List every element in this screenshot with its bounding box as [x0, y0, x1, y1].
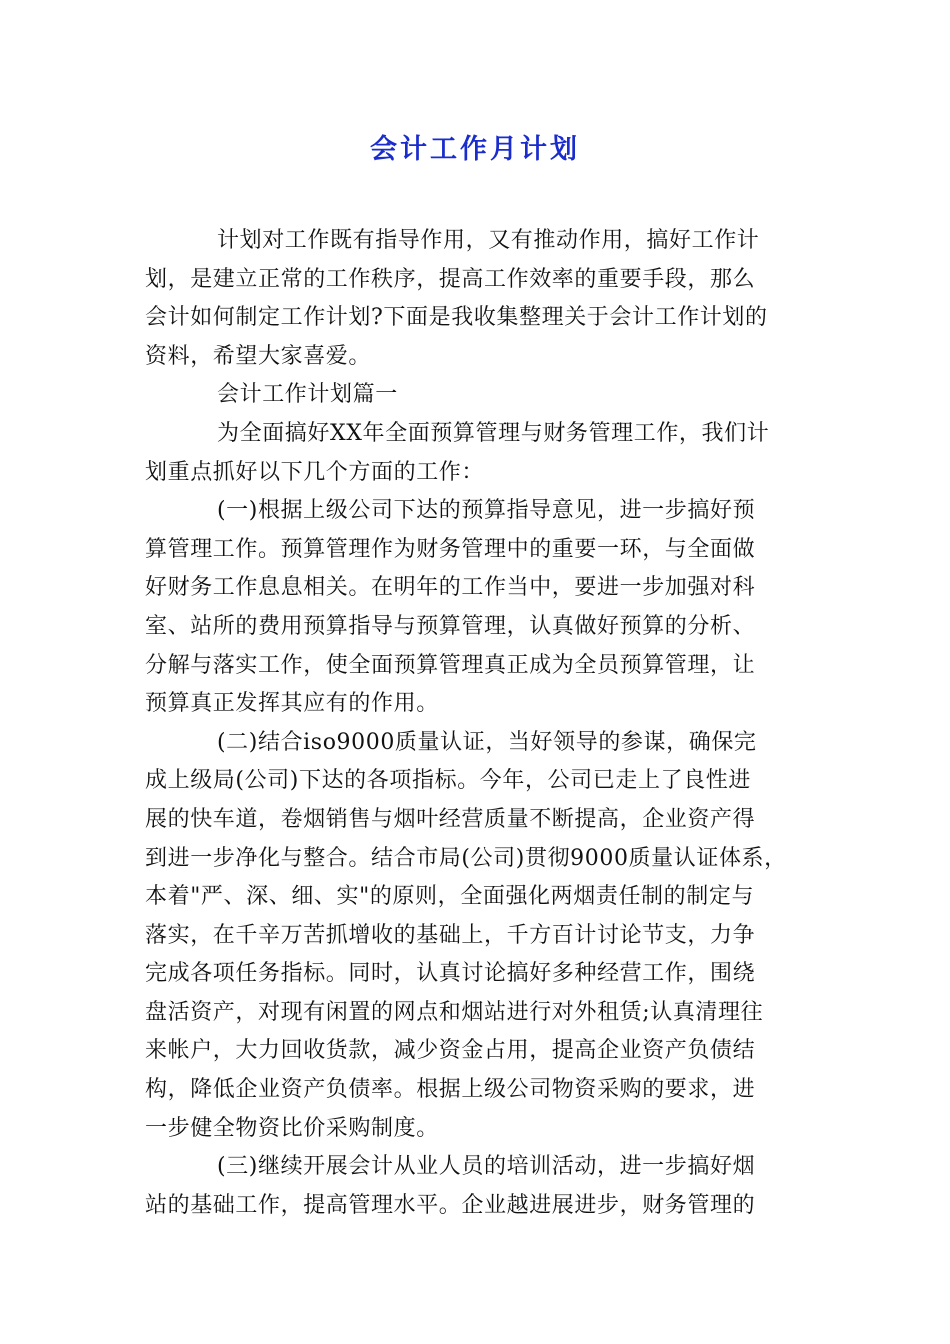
- text-line: 成上级局(公司)下达的各项指标。今年，公司已走上了良性进: [145, 768, 751, 794]
- document-body: [145, 222, 805, 1225]
- text-line: 算管理工作。预算管理作为财务管理中的重要一环，与全面做: [145, 536, 756, 562]
- text-line: 一步健全物资比价采购制度。: [145, 1115, 439, 1141]
- text-line: 计划对工作既有指导作用，又有推动作用，搞好工作计: [217, 228, 760, 253]
- text-line: 划，是建立正常的工作秩序，提高工作效率的重要手段，那么: [145, 266, 756, 292]
- text-line: 完成各项任务指标。同时，认真讨论搞好多种经营工作，围绕: [145, 961, 756, 987]
- text-line: 构，降低企业资产负债率。根据上级公司物资采购的要求，进: [145, 1077, 756, 1103]
- text-line: 室、站所的费用预算指导与预算管理，认真做好预算的分析、: [145, 613, 756, 639]
- text-line: 展的快车道，卷烟销售与烟叶经营质量不断提高，企业资产得: [145, 806, 756, 832]
- text-line: 盘活资产，对现有闲置的网点和烟站进行对外租赁;认真清理往: [145, 999, 764, 1025]
- text-line: 分解与落实工作，使全面预算管理真正成为全员预算管理，让: [145, 652, 756, 678]
- text-line: (二)结合iso9000质量认证，当好领导的参谋，确保完: [217, 729, 757, 755]
- document-title: 会计工作月计划: [370, 134, 580, 165]
- text-line: (三)继续开展会计从业人员的培训活动，进一步搞好烟: [217, 1154, 756, 1180]
- text-line: 来帐户，大力回收货款，减少资金占用，提高企业资产负债结: [145, 1038, 756, 1064]
- text-line: 资料，希望大家喜爱。: [145, 343, 372, 369]
- text-line: 到进一步净化与整合。结合市局(公司)贯彻9000质量认证体系，: [145, 845, 787, 871]
- text-line: 落实，在千辛万苦抓增收的基础上，千方百计讨论节支，力争: [145, 922, 756, 948]
- text-line: 为全面搞好XX年全面预算管理与财务管理工作，我们计: [217, 420, 770, 446]
- text-line: 好财务工作息息相关。在明年的工作当中，要进一步加强对科: [145, 575, 756, 601]
- text-line: 预算真正发挥其应有的作用。: [145, 691, 439, 717]
- text-line: 划重点抓好以下几个方面的工作：: [145, 459, 485, 485]
- text-line: 本着"严、深、细、实"的原则，全面强化两烟责任制的制定与: [145, 884, 755, 910]
- text-line: 会计如何制定工作计划?下面是我收集整理关于会计工作计划的: [145, 305, 768, 331]
- text-line: 站的基础工作，提高管理水平。企业越进展进步，财务管理的: [145, 1192, 756, 1218]
- text-line: 会计工作计划篇一: [217, 382, 398, 408]
- text-line: (一)根据上级公司下达的预算指导意见，进一步搞好预: [217, 498, 756, 524]
